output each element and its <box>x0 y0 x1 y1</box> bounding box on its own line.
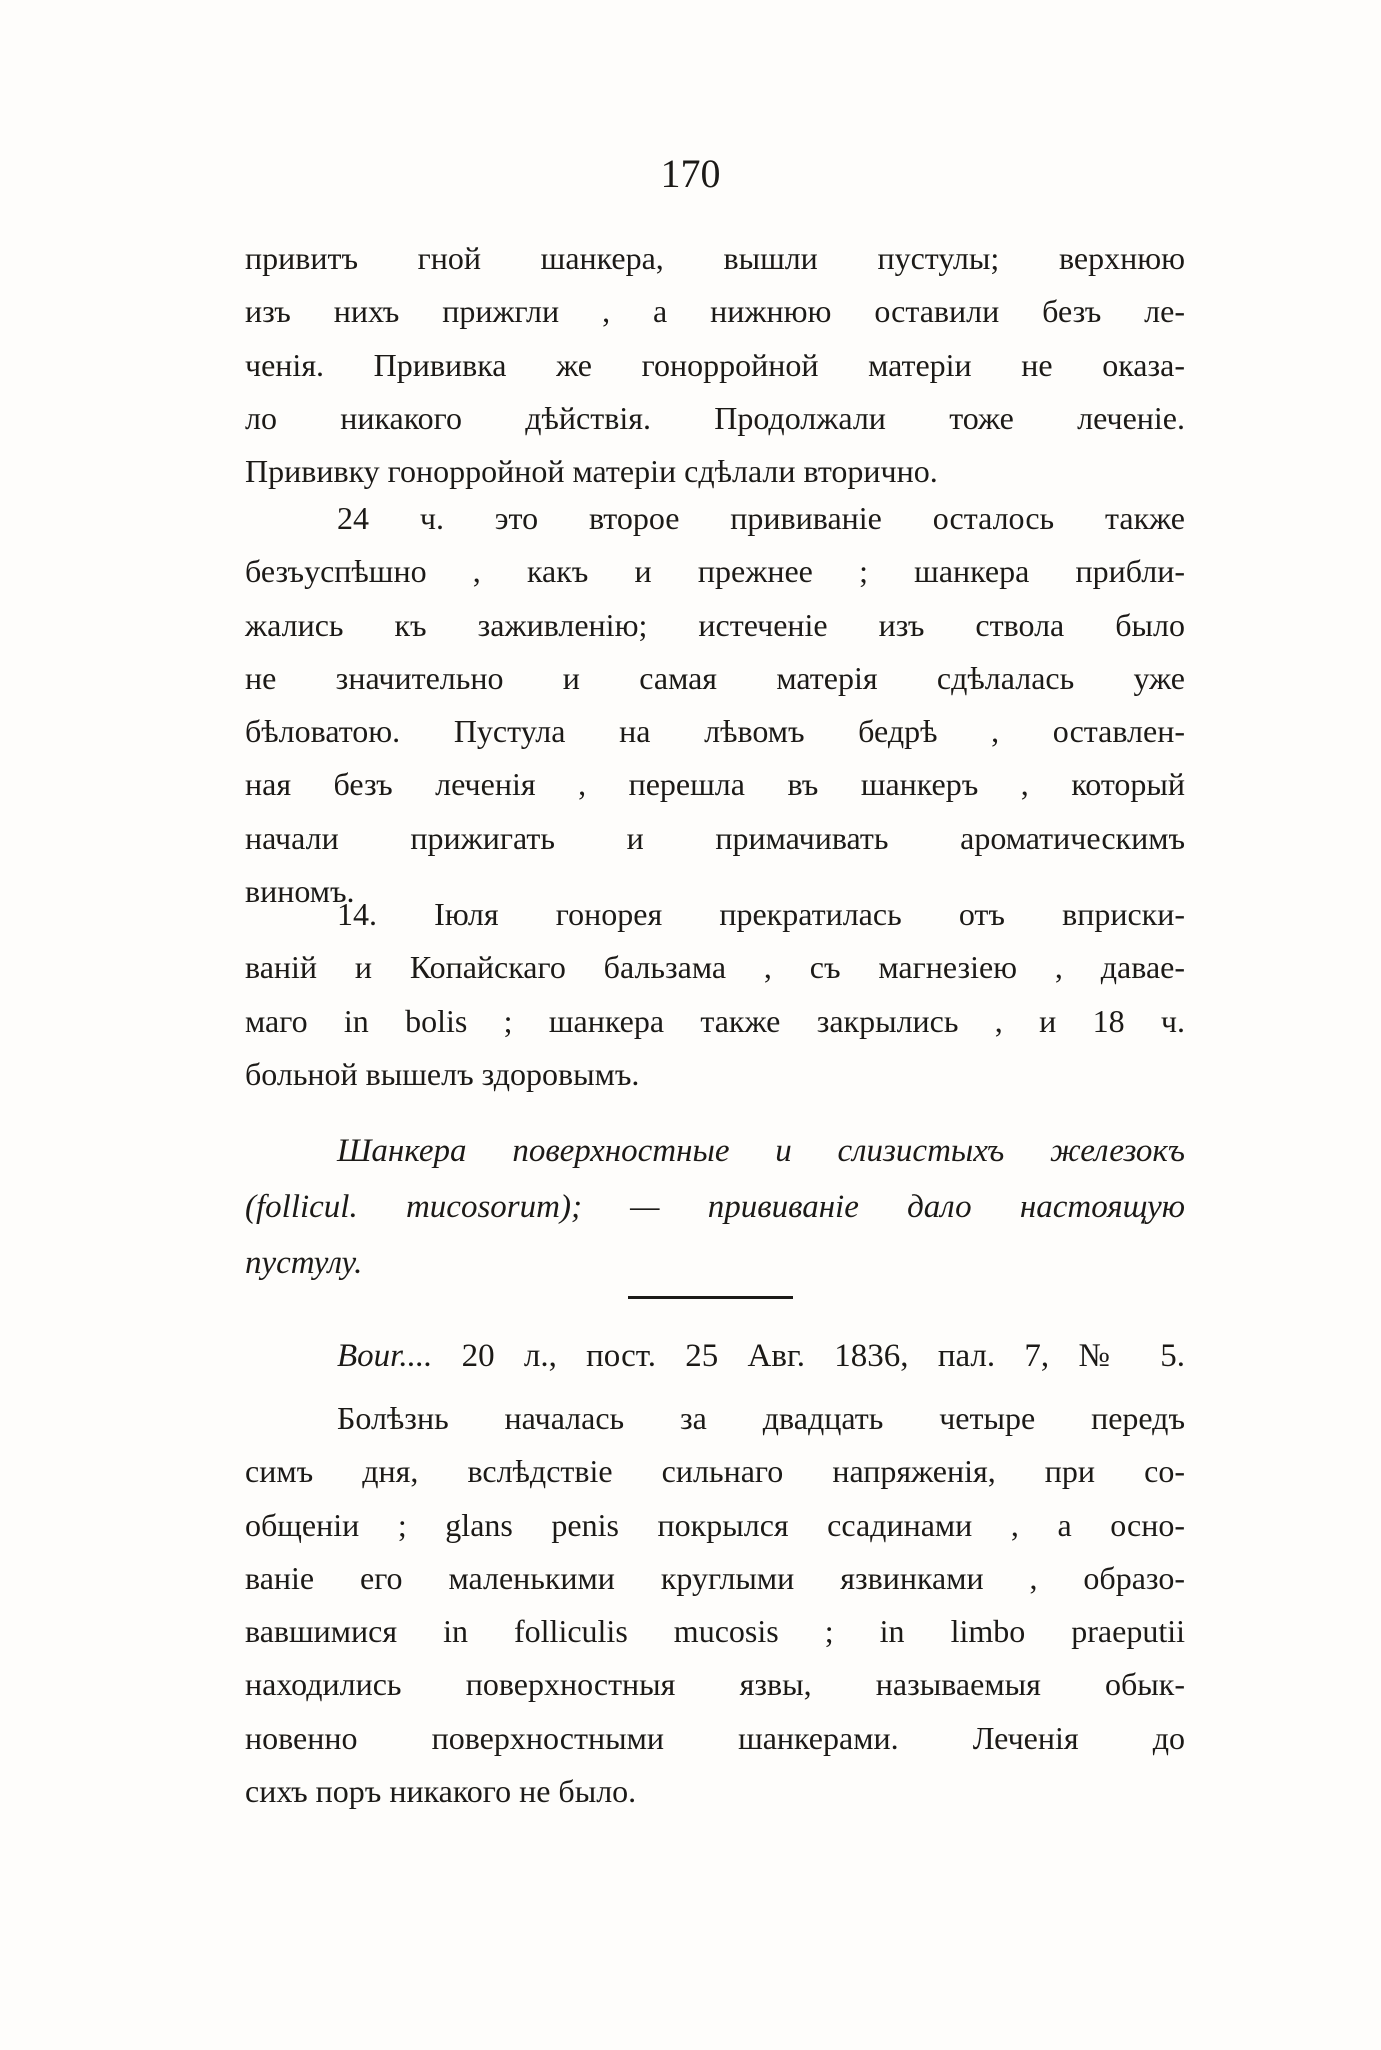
text-line: 24 ч. это второе прививаніе осталось также <box>337 500 1185 536</box>
section-divider <box>628 1296 793 1299</box>
text-line: Прививку гонорройной матеріи сдѣлали вторично. <box>245 453 938 490</box>
text-line: изъ нихъ прижгли , а нижнюю оставили безъ ле- <box>245 293 1185 330</box>
text-line: 14. Іюля гонорея прекратилась отъ вприски- <box>337 896 1185 932</box>
text-line: начали прижигать и примачивать ароматическимъ <box>245 819 1185 856</box>
case-header <box>245 1330 1185 1383</box>
text-line: виномъ. <box>245 873 355 910</box>
final-paragraph <box>245 1392 1185 1818</box>
text-line: находились поверхностныя язвы, называемыя обык- <box>245 1666 1185 1703</box>
subheading-line: Шанкера поверхностные и слизистыхъ железокъ <box>337 1133 1185 1169</box>
text-line: бѣловатою. Пустула на лѣвомъ бедрѣ , оставлен- <box>245 713 1185 750</box>
text-line: сихъ поръ никакого не было. <box>245 1773 637 1810</box>
subheading-line: пустулу. <box>245 1245 363 1281</box>
text-line: ченія. Прививка же гонорройной матеріи не оказа- <box>245 346 1185 383</box>
subheading-line: (follicul. mucosorum); — прививаніе дало настоящую <box>245 1189 1185 1225</box>
text-line: ло никакого дѣйствія. Продолжали тоже леченіе. <box>245 399 1185 436</box>
text-line: новенно поверхностными шанкерами. Леченія до <box>245 1719 1185 1756</box>
text-line: безъуспѣшно , какъ и прежнее ; шанкера прибли- <box>245 553 1185 590</box>
text-line: ваніе его маленькими круглыми язвинками , образо- <box>245 1559 1185 1596</box>
patient-name: Bour.... <box>337 1338 433 1374</box>
text-line: маго in bolis ; шанкера также закрылись , и 18 ч. <box>245 1002 1185 1039</box>
paragraph-2 <box>245 492 1185 918</box>
text-line: Болѣзнь началась за двадцать четыре передъ <box>337 1400 1185 1436</box>
section-subheading <box>245 1123 1185 1291</box>
text-line: ная безъ леченія , перешла въ шанкеръ , который <box>245 766 1185 803</box>
page-number: 170 <box>660 151 721 196</box>
paragraph-3 <box>245 888 1185 1101</box>
text-line: симъ дня, вслѣдствіе сильнаго напряженія, при со- <box>245 1453 1185 1490</box>
paragraph-1 <box>245 232 1185 498</box>
text-line: жались къ заживленію; истеченіе изъ ствола было <box>245 606 1185 643</box>
text-line: больной вышелъ здоровымъ. <box>245 1055 640 1092</box>
case-details: 20 л., пост. 25 Авг. 1836, пал. 7, № 5. <box>432 1338 1185 1374</box>
text-line: привитъ гной шанкера, вышли пустулы; верхнюю <box>245 240 1185 276</box>
text-line: ваній и Копайскаго бальзама , съ магнезіею , давае- <box>245 949 1185 986</box>
text-line: вавшимися in folliculis mucosis ; in limbo praeputii <box>245 1613 1185 1650</box>
text-line: не значительно и самая матерія сдѣлалась уже <box>245 659 1185 696</box>
text-line: общеніи ; glans penis покрылся ссадинами , а осно- <box>245 1506 1185 1543</box>
